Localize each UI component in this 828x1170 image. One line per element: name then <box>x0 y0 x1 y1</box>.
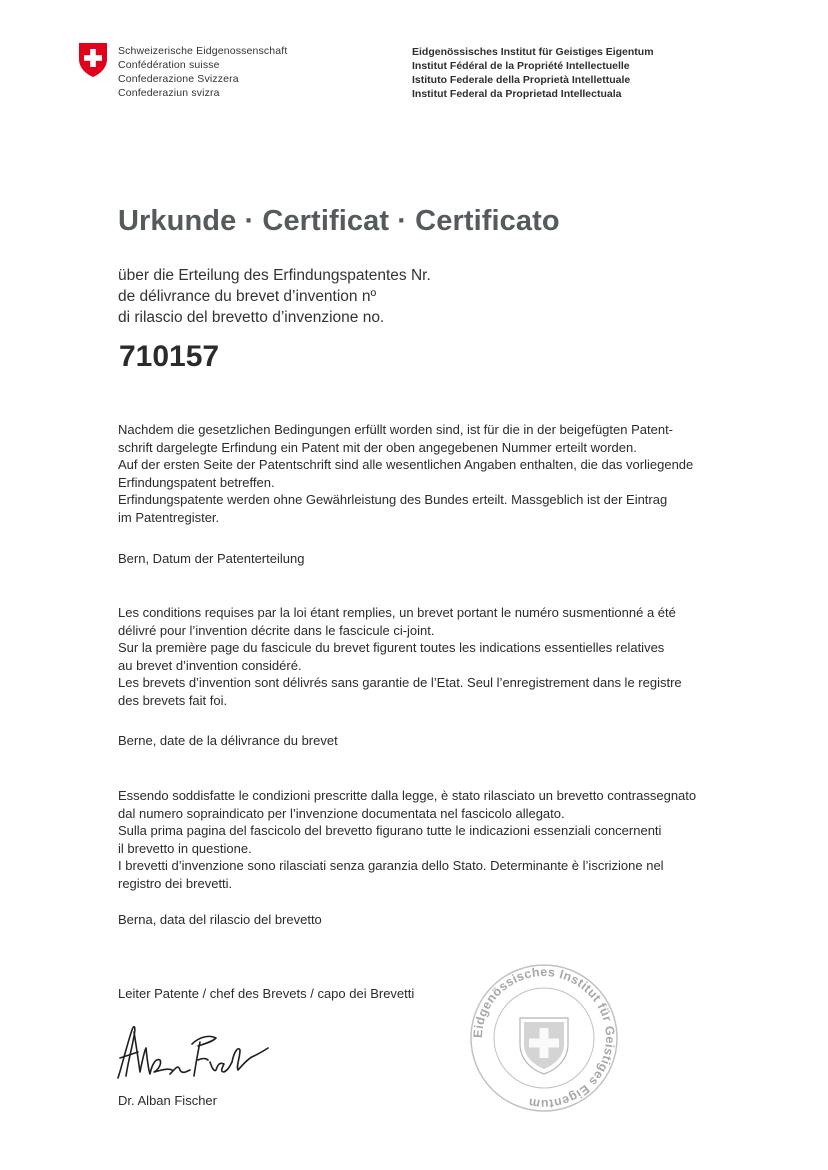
paragraph-line: il brevetto in questione. <box>118 840 252 856</box>
paragraph-line: Les conditions requises par la loi étant remplies, un brevet portant le numéro susmentionné a été <box>118 605 676 620</box>
paragraph-line: délivré pour l’invention décrite dans le fascicule ci-joint. <box>118 622 435 638</box>
swiss-coat-of-arms-icon <box>78 42 108 78</box>
signer-name: Dr. Alban Fischer <box>118 1093 217 1108</box>
certificate-title: Urkunde · Certificat · Certificato <box>118 205 560 237</box>
institute-line: Institut Fédéral de la Propriété Intellectuelle <box>412 60 630 72</box>
government-line: Confédération suisse <box>118 59 220 71</box>
handwritten-signature <box>112 1018 272 1082</box>
institute-line: Institut Federal da Proprietad Intellectuala <box>412 88 622 100</box>
german-place-date: Bern, Datum der Patenterteilung <box>118 551 305 566</box>
italian-paragraph <box>118 787 758 892</box>
government-names <box>118 44 287 100</box>
paragraph-line: Essendo soddisfatte le condizioni prescritte dalla legge, è stato rilasciato un brevetto contrassegnato <box>118 788 697 803</box>
government-line: Confederazione Svizzera <box>118 73 239 85</box>
paragraph-line: Auf der ersten Seite der Patentschrift sind alle wesentlichen Angaben enthalten, die das vorliegende <box>118 457 694 472</box>
paragraph-line: des brevets fait foi. <box>118 692 228 708</box>
subtitle-line: di rilascio del brevetto d’invenzione no. <box>118 309 385 326</box>
paragraph-line: registro dei brevetti. <box>118 875 233 891</box>
french-paragraph <box>118 604 758 709</box>
paragraph-line: Erfindungspatente werden ohne Gewährleistung des Bundes erteilt. Massgeblich ist der Eintrag <box>118 492 668 507</box>
institute-names <box>412 45 654 101</box>
paragraph-line: I brevetti d’invenzione sono rilasciati senza garanzia dello Stato. Determinante è l’iscrizione nel <box>118 858 664 873</box>
paragraph-line: au brevet d’invention considéré. <box>118 657 302 673</box>
paragraph-line: dal numero sopraindicato per l’invenzione documentata nel fascicolo allegato. <box>118 805 565 821</box>
certificate-subtitle <box>118 265 431 328</box>
government-line: Schweizerische Eidgenossenschaft <box>118 45 288 57</box>
paragraph-line: schrift dargelegte Erfindung ein Patent mit der oben angegebenen Nummer erteilt worden. <box>118 439 637 455</box>
institute-line: Eidgenössisches Institut für Geistiges Eigentum <box>412 46 654 58</box>
paragraph-line: Erfindungspatent betreffen. <box>118 474 275 490</box>
paragraph-line: im Patentregister. <box>118 509 220 525</box>
paragraph-line: Sulla prima pagina del fascicolo del brevetto figurano tutte le indicazioni essenziali concernenti <box>118 823 662 838</box>
official-seal-icon <box>468 962 620 1114</box>
government-line: Confederaziun svizra <box>118 87 220 99</box>
paragraph-line: Nachdem die gesetzlichen Bedingungen erfüllt worden sind, ist für die in der beigefügten Patent- <box>118 422 674 437</box>
institute-line: Istituto Federale della Proprietà Intellettuale <box>412 74 631 86</box>
signer-role: Leiter Patente / chef des Brevets / capo dei Brevetti <box>118 986 415 1001</box>
italian-place-date: Berna, data del rilascio del brevetto <box>118 912 322 927</box>
french-place-date: Berne, date de la délivrance du brevet <box>118 733 338 748</box>
subtitle-line: über die Erteilung des Erfindungspatentes Nr. <box>118 267 431 284</box>
paragraph-line: Les brevets d’invention sont délivrés sans garantie de l’Etat. Seul l’enregistrement dans le registre <box>118 675 682 690</box>
patent-number: 710157 <box>119 340 220 373</box>
subtitle-line: de délivrance du brevet d’invention nº <box>118 288 377 305</box>
svg-text:Eidgenössisches Institut für G: Eidgenössisches Institut für Geistiges Eigentum <box>470 964 618 1112</box>
german-paragraph <box>118 421 758 526</box>
paragraph-line: Sur la première page du fascicule du brevet figurent toutes les indications essentielles relatives <box>118 640 665 655</box>
